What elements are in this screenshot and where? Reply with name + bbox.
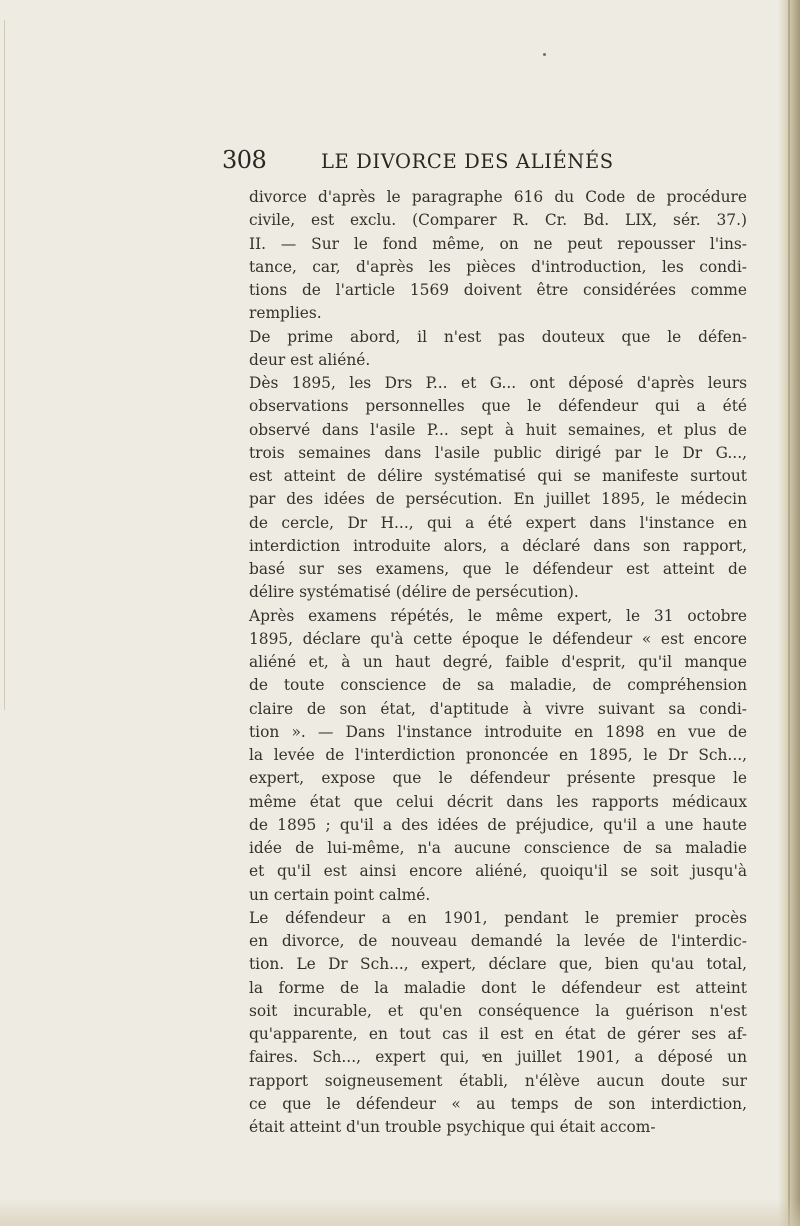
paper-speck	[543, 53, 546, 56]
text-line: Le défendeur a en 1901, pendant le premier procès	[249, 908, 747, 927]
page-number: 308	[222, 146, 267, 174]
text-line: est atteint de délire systématisé qui se manifeste surtout	[249, 467, 747, 485]
text-line: 1895, déclare qu'à cette époque le défendeur « est encore	[249, 629, 747, 648]
page-edge-line	[788, 0, 790, 1226]
text-line: basé sur ses examens, que le défendeur est atteint de	[249, 560, 747, 578]
text-line: tance, car, d'après les pièces d'introduction, les condi-	[249, 257, 747, 276]
text-line: observé dans l'asile P... sept à huit semaines, et plus de	[249, 420, 747, 439]
bottom-shade	[0, 1198, 800, 1226]
text-line: la levée de l'interdiction prononcée en 1895, le Dr Sch...,	[249, 746, 747, 764]
text-line: II. — Sur le fond même, on ne peut repousser l'ins-	[249, 234, 747, 253]
text-line: faires. Sch..., expert qui, en juillet 1901, a déposé un	[249, 1048, 747, 1067]
text-line: trois semaines dans l'asile public dirigé par le Dr G...,	[249, 443, 747, 462]
text-line: remplies.	[249, 304, 322, 323]
text-line: idée de lui-même, n'a aucune conscience de sa maladie	[249, 839, 747, 857]
text-line: la forme de la maladie dont le défendeur est atteint	[249, 978, 747, 997]
text-line: de cercle, Dr H..., qui a été expert dans l'instance en	[249, 513, 747, 532]
text-line: un certain point calmé.	[249, 885, 431, 904]
text-line: en divorce, de nouveau demandé la levée de l'interdic-	[249, 932, 747, 950]
text-line: rapport soigneusement établi, n'élève aucun doute sur	[249, 1071, 747, 1090]
text-line: et qu'il est ainsi encore aliéné, quoiqu'il se soit jusqu'à	[249, 862, 747, 881]
body-text	[249, 186, 747, 1139]
text-line: de 1895 ; qu'il a des idées de préjudice, qu'il a une haute	[249, 815, 747, 834]
text-line: civile, est exclu. (Comparer R. Cr. Bd. LIX, sér. 37.)	[249, 211, 747, 230]
text-line: deur est aliéné.	[249, 350, 371, 369]
text-line: soit incurable, et qu'en conséquence la guérison n'est	[249, 1001, 747, 1020]
text-line: était atteint d'un trouble psychique qui était accom-	[249, 1118, 656, 1136]
page-header	[222, 146, 722, 182]
running-title: LE DIVORCE DES ALIÉNÉS	[321, 150, 614, 173]
text-line: Dès 1895, les Drs P... et G... ont déposé d'après leurs	[249, 374, 747, 392]
text-line: interdiction introduite alors, a déclaré dans son rapport,	[249, 536, 747, 555]
text-line: qu'apparente, en tout cas il est en état de gérer ses af-	[249, 1025, 747, 1043]
text-line: délire systématisé (délire de persécution).	[249, 583, 579, 602]
text-line: Après examens répétés, le même expert, le 31 octobre	[249, 606, 747, 625]
text-line: expert, expose que le défendeur présente presque le	[249, 769, 747, 788]
text-line: divorce d'après le paragraphe 616 du Code de procédure	[249, 188, 747, 206]
text-line: claire de son état, d'aptitude à vivre suivant sa condi-	[249, 699, 747, 718]
text-line: tion. Le Dr Sch..., expert, déclare que, bien qu'au total,	[249, 955, 747, 974]
text-line: même état que celui décrit dans les rapports médicaux	[249, 792, 747, 811]
text-line: de toute conscience de sa maladie, de compréhension	[249, 676, 747, 695]
text-line: ce que le défendeur « au temps de son interdiction,	[249, 1094, 747, 1113]
left-margin-line	[4, 20, 5, 710]
text-line: par des idées de persécution. En juillet 1895, le médecin	[249, 490, 747, 509]
text-line: observations personnelles que le défendeur qui a été	[249, 397, 747, 416]
text-line: De prime abord, il n'est pas douteux que le défen-	[249, 327, 747, 346]
text-line: tions de l'article 1569 doivent être considérées comme	[249, 281, 747, 299]
text-line: aliéné et, à un haut degré, faible d'esprit, qu'il manque	[249, 653, 747, 671]
text-line: tion ». — Dans l'instance introduite en 1898 en vue de	[249, 722, 747, 741]
